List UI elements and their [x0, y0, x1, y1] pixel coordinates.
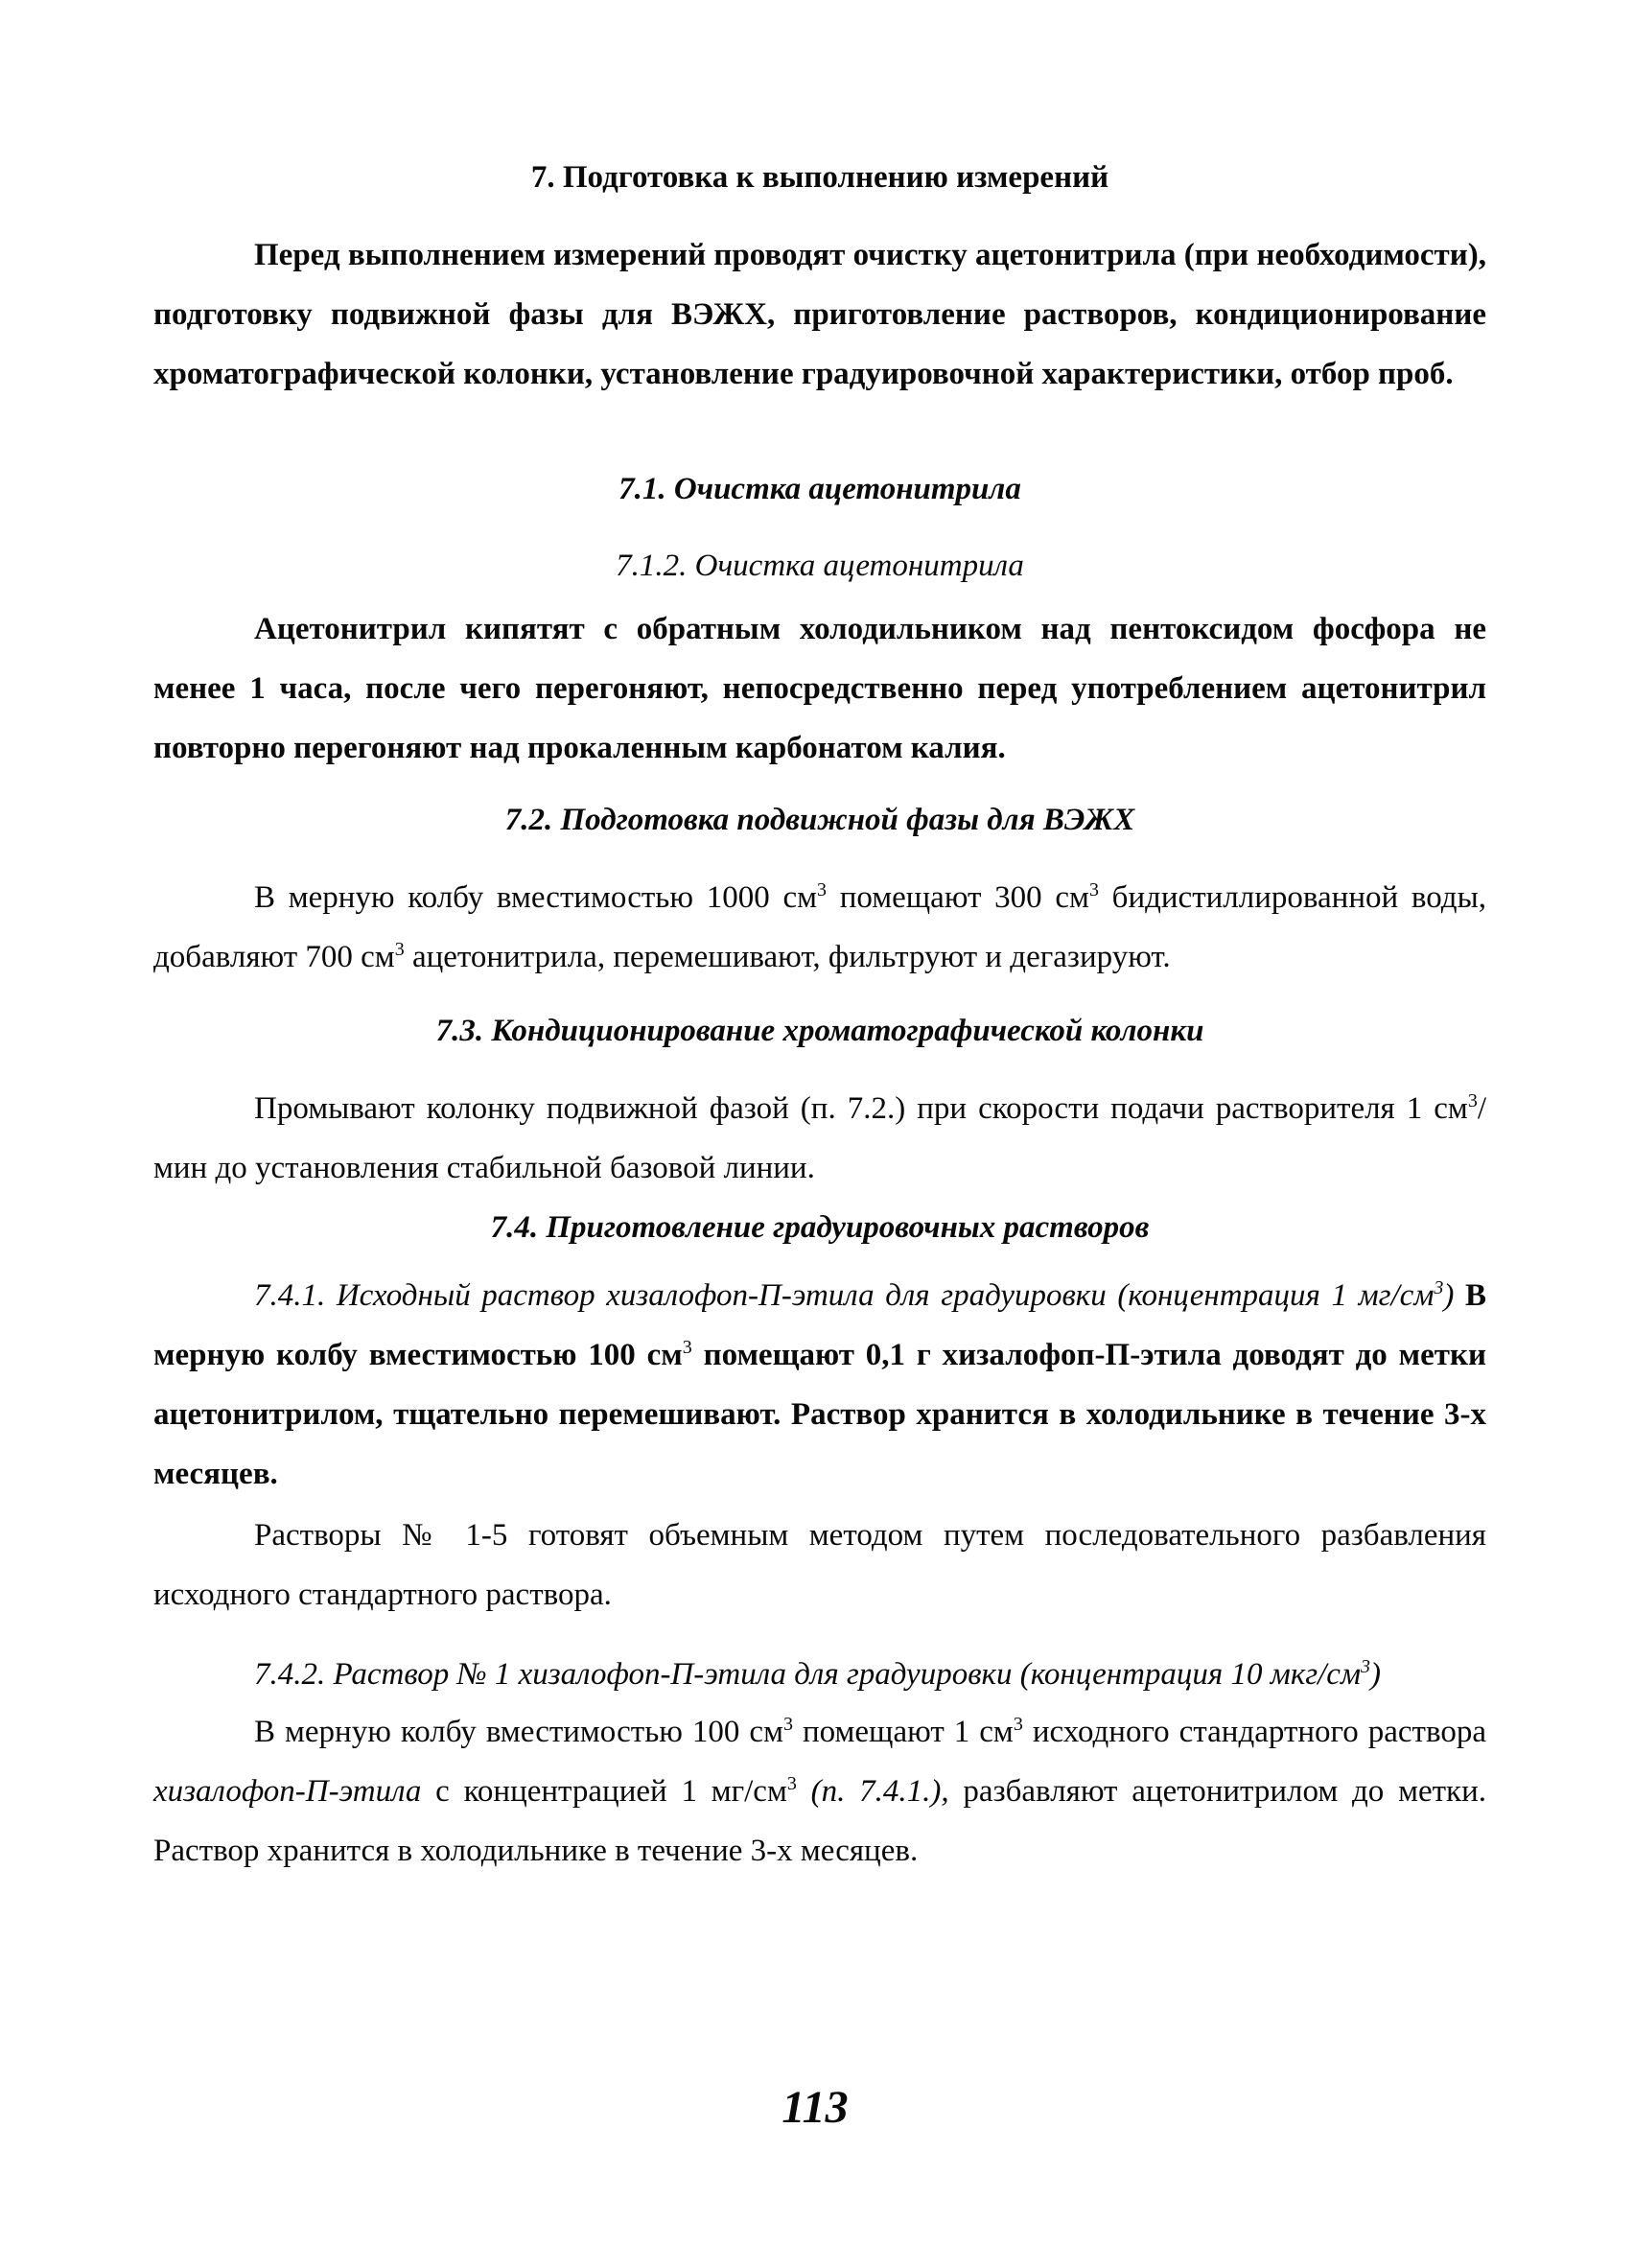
paragraph-7-1-2: Ацетонитрил кипятят с обратным холодильником над пентоксидом фосфора не менее 1 часа, после чего перегоняют, непосредственно перед употреблением ацетонитрил повторно перегоняют над прокаленным карбонатом калия. [153, 612, 1486, 765]
intro-paragraph: Перед выполнением измерений проводят очистку ацетонитрила (при необходимости), подготовку подвижной фазы для ВЭЖХ, приготовление растворов, кондиционирование хроматографической колонки, установление градуировочной характеристики, отбор проб. [153, 238, 1486, 391]
heading-7-4-2: 7.4.2. Раствор № 1 хизалофоп-П-этила для градуировки (концентрация 10 мкг/$см^3$) [254, 1656, 1382, 1692]
paragraph-7-4-2: В мерную колбу вместимостью 100 $см^3$ помещают 1 $см^3$ исходного стандартного раствора хизалофоп-П-этила с концентрацией 1 $мг/см^3$ (п. 7.4.1.), разбавляют ацетонитрилом до метки. Раствор хранится в холодильнике в течение 3-х месяцев. [153, 1714, 1486, 1868]
heading-7-1: 7.1. Очистка ацетонитрила [618, 472, 1021, 506]
heading-7-2: 7.2. Подготовка подвижной фазы для ВЭЖХ [504, 803, 1135, 837]
heading-7-3: 7.3. Кондиционирование хроматографической колонки [435, 1014, 1204, 1048]
heading-7-1-2: 7.1.2. Очистка ацетонитрила [616, 549, 1024, 583]
paragraph-7-4-1: 7.4.1. Исходный раствор хизалофоп-П-этила для градуировки (концентрация 1 $мг/см^3$) В мерную колбу вместимостью 100 $см^3$ помещают 0,1 г хизалофоп-П-этила доводят до метки ацетонитрилом, тщательно перемешивают. Раствор хранится в холодильнике в течение 3-х месяцев. [153, 1277, 1486, 1491]
paragraph-solutions: Растворы № 1-5 готовят объемным методом путем последовательного разбавления исходного стандартного раствора. [153, 1518, 1486, 1612]
section-title: 7. Подготовка к выполнению измерений [530, 160, 1109, 195]
page-number: 113 [782, 2082, 849, 2133]
heading-7-4: 7.4. Приготовление градуировочных растворов [490, 1210, 1150, 1245]
paragraph-7-2: В мерную колбу вместимостью 1000 $см^3$ помещают 300 $см^3$ бидистиллированной воды, добавляют 700 $см^3$ ацетонитрила, перемешивают, фильтруют и дегазируют. [153, 879, 1486, 974]
paragraph-7-3: Промывают колонку подвижной фазой (п. 7.2.) при скорости подачи растворителя 1 $см^3$/мин до установления стабильной базовой линии. [153, 1090, 1486, 1185]
